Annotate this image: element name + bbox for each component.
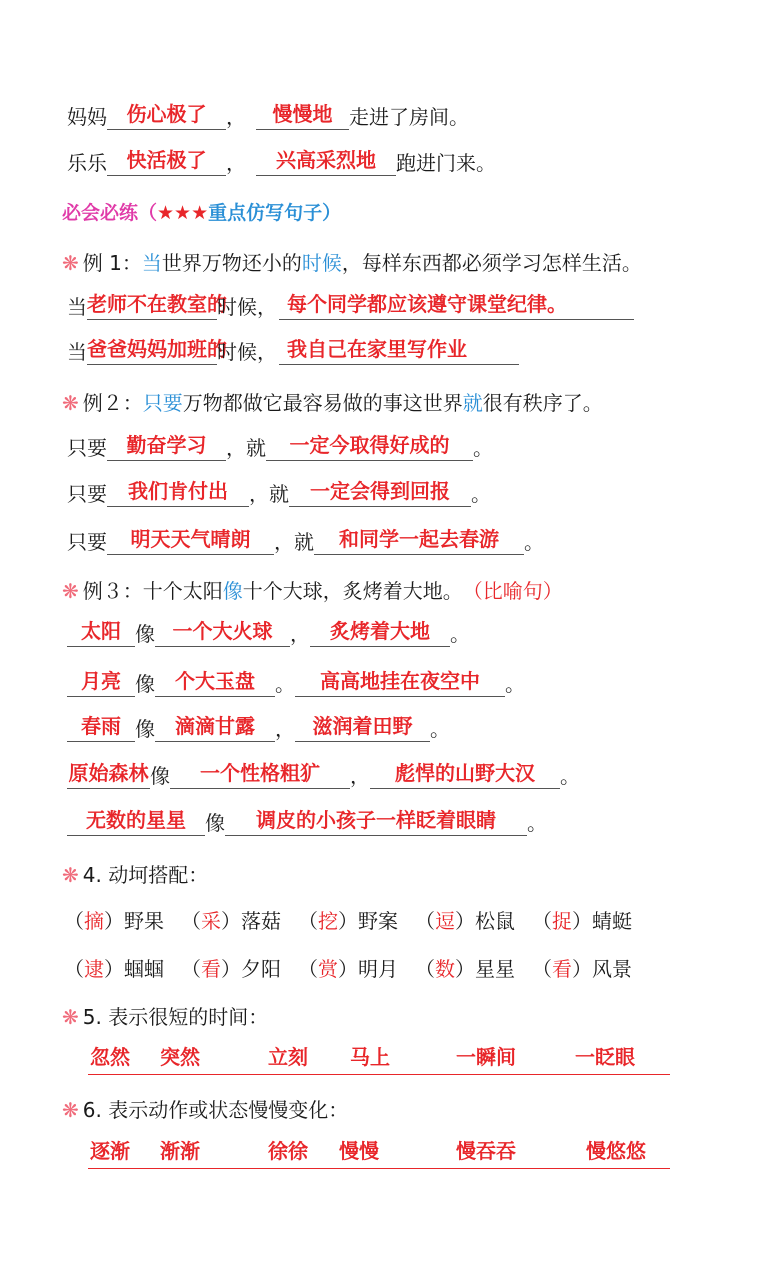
answer-blank: 伤心极了 (107, 102, 226, 130)
pair: （看）夕阳 (181, 957, 281, 981)
ex3-row (67, 667, 525, 697)
keyword: 时候 (301, 251, 342, 275)
punct: 。 (275, 672, 295, 696)
pair: （赏）明月 (298, 957, 398, 981)
answer-blank: 和同学一起去春游 (314, 527, 524, 555)
word: ，就 (226, 436, 266, 460)
answer-blank: 调皮的小孩子一样眨着眼睛 (225, 808, 527, 836)
collocation-row (64, 952, 649, 982)
example-label: 例３： (82, 579, 143, 603)
example-text: 万物都做它最容易做的事这世界 (182, 391, 463, 415)
answer-blank: 我们肯付出 (107, 479, 249, 507)
comma: ， (226, 105, 246, 129)
word-list-6 (88, 1134, 670, 1169)
example-2 (62, 386, 603, 416)
heading-text: 必会必练（ (62, 202, 158, 224)
period: 。 (505, 672, 525, 696)
ex3-row (67, 617, 470, 647)
note: （比喻句） (462, 579, 563, 603)
asterisk-icon: ❋ (62, 1005, 79, 1029)
word: 像 (135, 622, 155, 646)
word: ，就 (274, 530, 314, 554)
pair: （挖）野案 (298, 909, 398, 933)
ex1-row (67, 335, 519, 365)
section-title: 5. 表示很短的时间： (82, 1005, 269, 1029)
word: 像 (135, 672, 155, 696)
section-title: 4. 动坷搭配： (82, 863, 209, 887)
punct: ， (275, 717, 295, 741)
keyword: 像 (222, 579, 243, 603)
pair: （捉）蜻蜓 (532, 909, 632, 933)
word: 只要 (67, 530, 107, 554)
answer-blank: 滋润着田野 (295, 714, 430, 742)
intro-row-1 (67, 100, 469, 130)
collocation-row (64, 904, 649, 934)
ex2-row (67, 431, 493, 461)
answer-blank: 一定会得到回报 (289, 479, 471, 507)
pair: （采）落菇 (181, 909, 281, 933)
answer-blank: 滴滴甘露 (155, 714, 275, 742)
word: 慢悠悠 (586, 1139, 646, 1163)
answer-blank: 春雨 (67, 714, 135, 742)
ex2-row (67, 525, 544, 555)
answer-blank: 兴高采烈地 (256, 148, 396, 176)
period: 。 (450, 622, 470, 646)
example-label: 例 1： (82, 251, 142, 275)
word: 忽然 (90, 1045, 130, 1069)
asterisk-icon: ❋ (62, 251, 79, 275)
word: 慢吞吞 (456, 1139, 516, 1163)
section-4-title (62, 858, 208, 888)
intro-row-2 (67, 146, 496, 176)
answer-blank: 彪悍的山野大汉 (370, 761, 560, 789)
punct: ， (290, 622, 310, 646)
answer-blank: 一个性格粗犷 (170, 761, 350, 789)
answer-blank: 明天天气晴朗 (107, 527, 274, 555)
answer-blank: 炙烤着大地 (310, 619, 450, 647)
word: 马上 (350, 1045, 390, 1069)
answer-blank: 我自己在家里写作业 (279, 337, 519, 365)
ex3-row (67, 712, 450, 742)
word: 时候， (217, 295, 277, 319)
pair: （逮）蝈蝈 (64, 957, 164, 981)
answer-blank: 太阳 (67, 619, 135, 647)
period: 。 (430, 717, 450, 741)
word-list-5 (88, 1040, 670, 1075)
answer-blank: 一个大火球 (155, 619, 290, 647)
star-icons: ★★★ (157, 202, 209, 224)
answer-blank: 勤奋学习 (107, 433, 226, 461)
period: 。 (524, 530, 544, 554)
word: 立刻 (268, 1045, 308, 1069)
word: 一眨眼 (575, 1045, 635, 1069)
heading-text: 重点仿写句子 (208, 202, 323, 224)
word: 当 (67, 295, 87, 319)
example-label: 例２： (82, 391, 143, 415)
keyword: 就 (462, 391, 483, 415)
word: ，就 (249, 482, 289, 506)
asterisk-icon: ❋ (62, 391, 79, 415)
answer-blank: 一定今取得好成的 (266, 433, 473, 461)
pair: （摘）野果 (64, 909, 164, 933)
pair: （数）星星 (415, 957, 515, 981)
example-3 (62, 574, 563, 604)
word: 徐徐 (268, 1139, 308, 1163)
word: 逐渐 (90, 1139, 130, 1163)
answer-blank: 高高地挂在夜空中 (295, 669, 505, 697)
period: 。 (471, 482, 491, 506)
example-text: 十个太阳 (142, 579, 223, 603)
pair: （逗）松鼠 (415, 909, 515, 933)
ex3-row (67, 759, 580, 789)
word: 像 (150, 764, 170, 788)
answer-blank: 老师不在教室的 (87, 292, 217, 320)
answer-blank: 原始森林 (67, 761, 150, 789)
answer-blank: 慢慢地 (256, 102, 349, 130)
sentence-tail: 走进了房间。 (349, 105, 469, 129)
example-1 (62, 246, 642, 276)
section-title: 6. 表示动作或状态慢慢变化： (82, 1098, 349, 1122)
ex3-row (67, 806, 547, 836)
answer-blank: 快活极了 (107, 148, 226, 176)
ex2-row (67, 477, 491, 507)
word: 慢慢 (339, 1139, 379, 1163)
asterisk-icon: ❋ (62, 1098, 79, 1122)
keyword: 只要 (142, 391, 183, 415)
word: 时候， (217, 340, 277, 364)
answer-blank: 无数的星星 (67, 808, 205, 836)
pair: （看）风景 (532, 957, 632, 981)
period: 。 (527, 811, 547, 835)
subject: 乐乐 (67, 151, 107, 175)
period: 。 (473, 436, 493, 460)
heading-text: ） (322, 202, 342, 224)
answer-blank: 个大玉盘 (155, 669, 275, 697)
answer-blank: 爸爸妈妈加班的 (87, 337, 217, 365)
keyword: 当 (141, 251, 162, 275)
example-text: ，每样东西都必须学习怎样生活。 (341, 251, 642, 275)
section-6-title (62, 1093, 348, 1123)
word: 突然 (160, 1045, 200, 1069)
section-5-title (62, 1000, 268, 1030)
ex1-row (67, 290, 634, 320)
word: 一瞬间 (456, 1045, 516, 1069)
answer-blank: 月亮 (67, 669, 135, 697)
word: 渐渐 (160, 1139, 200, 1163)
word: 像 (135, 717, 155, 741)
sentence-tail: 跑进门来。 (396, 151, 496, 175)
answer-blank: 每个同学都应该遵守课堂纪律。 (279, 292, 634, 320)
word: 只要 (67, 436, 107, 460)
word: 像 (205, 811, 225, 835)
word: 当 (67, 340, 87, 364)
example-text: 世界万物还小的 (161, 251, 302, 275)
asterisk-icon: ❋ (62, 863, 79, 887)
word: 只要 (67, 482, 107, 506)
subject: 妈妈 (67, 105, 107, 129)
example-text: 很有秩序了。 (482, 391, 603, 415)
period: 。 (560, 764, 580, 788)
comma: ， (226, 151, 246, 175)
example-text: 十个大球，炙烤着大地。 (242, 579, 463, 603)
asterisk-icon: ❋ (62, 579, 79, 603)
section-heading (62, 196, 341, 226)
punct: ， (350, 764, 370, 788)
